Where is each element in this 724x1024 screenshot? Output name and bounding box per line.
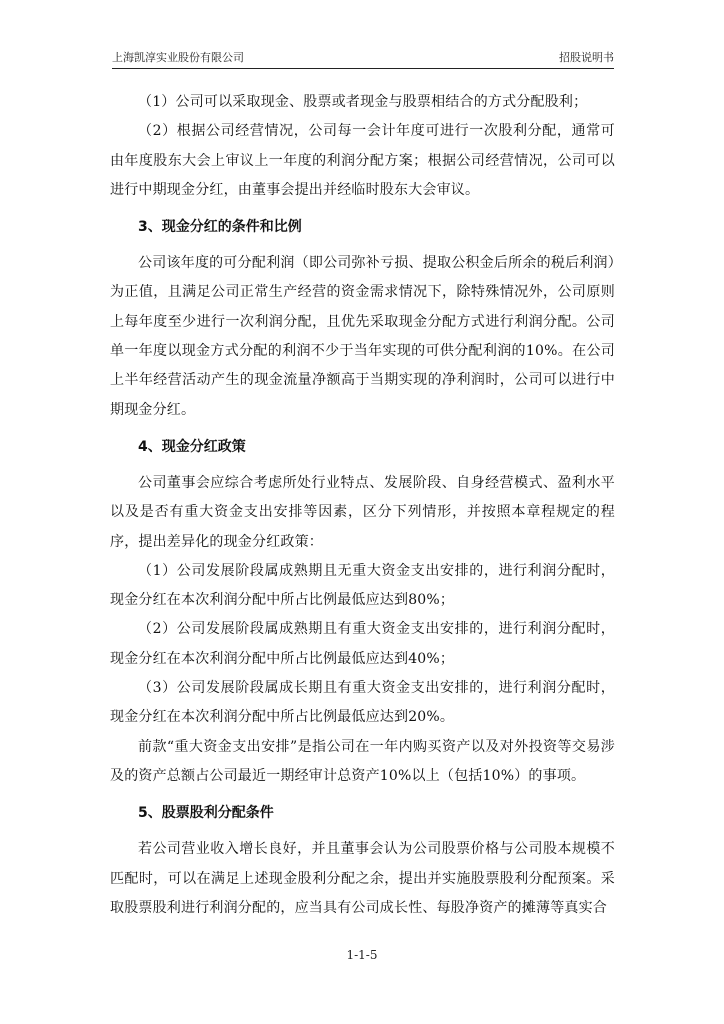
- section-heading-cash-dividend-conditions: 3、现金分红的条件和比例: [138, 219, 302, 236]
- section-heading-cash-dividend-policy: 4、现金分红政策: [138, 438, 246, 455]
- paragraph-policy-case-2: （2）公司发展阶段属成熟期且有重大资金支出安排的，进行利润分配时，现金分红在本次利润分配中所占比例最低应达到40%；: [110, 621, 615, 667]
- header-company-name: 上海凯淳实业股份有限公司: [112, 51, 244, 64]
- paragraph-policy-case-3: （3）公司发展阶段属成长期且有重大资金支出安排的，进行利润分配时，现金分红在本次利润分配中所占比例最低应达到20%。: [110, 680, 615, 726]
- paragraph-major-expenditure-definition: 前款“重大资金支出安排”是指公司在一年内购买资产以及对外投资等交易涉及的资产总额占公司最近一期经审计总资产10%以上（包括10%）的事项。: [110, 738, 615, 784]
- paragraph-dividend-frequency: （2）根据公司经营情况，公司每一会计年度可进行一次股利分配，通常可由年度股东大会上审议上一年度的利润分配方案；根据公司经营情况，公司可以进行中期现金分红，由董事会提出并经临时股东大会审议。: [110, 123, 615, 198]
- page-body: [110, 88, 615, 923]
- paragraph-policy-case-1: （1）公司发展阶段属成熟期且无重大资金支出安排的，进行利润分配时，现金分红在本次利润分配中所占比例最低应达到80%；: [110, 562, 615, 609]
- paragraph-stock-dividend-conditions: 若公司营业收入增长良好，并且董事会认为公司股票价格与公司股本规模不匹配时，可以在满足上述现金股利分配之余，提出并实施股票股利分配预案。采取股票股利进行利润分配的，应当具有公司成长性、每股净资产的摊薄等真实合: [110, 841, 615, 916]
- page-number: 1-1-5: [346, 948, 378, 962]
- header-document-title: 招股说明书: [559, 51, 614, 64]
- section-heading-stock-dividend-conditions: 5、股票股利分配条件: [138, 805, 274, 822]
- paragraph-cash-dividend-conditions: 公司该年度的可分配利润（即公司弥补亏损、提取公积金后所余的税后利润）为正值，且满足公司正常生产经营的资金需求情况下，除特殊情况外，公司原则上每年度至少进行一次利润分配，且优先采取现金分配方式进行利润分配。公司单一年度以现金方式分配的利润不少于当年实现的可供分配利润的10%。在公司上半年经营活动产生的现金流量净额高于当期实现的净利润时，公司可以进行中期现金分红。: [110, 255, 615, 418]
- page-header: [112, 50, 614, 69]
- paragraph-policy-intro: 公司董事会应综合考虑所处行业特点、发展阶段、自身经营模式、盈利水平以及是否有重大资金支出安排等因素，区分下列情形，并按照本章程规定的程序，提出差异化的现金分红政策：: [110, 474, 615, 550]
- paragraph-dividend-method: （1）公司可以采取现金、股票或者现金与股票相结合的方式分配股利；: [138, 94, 588, 110]
